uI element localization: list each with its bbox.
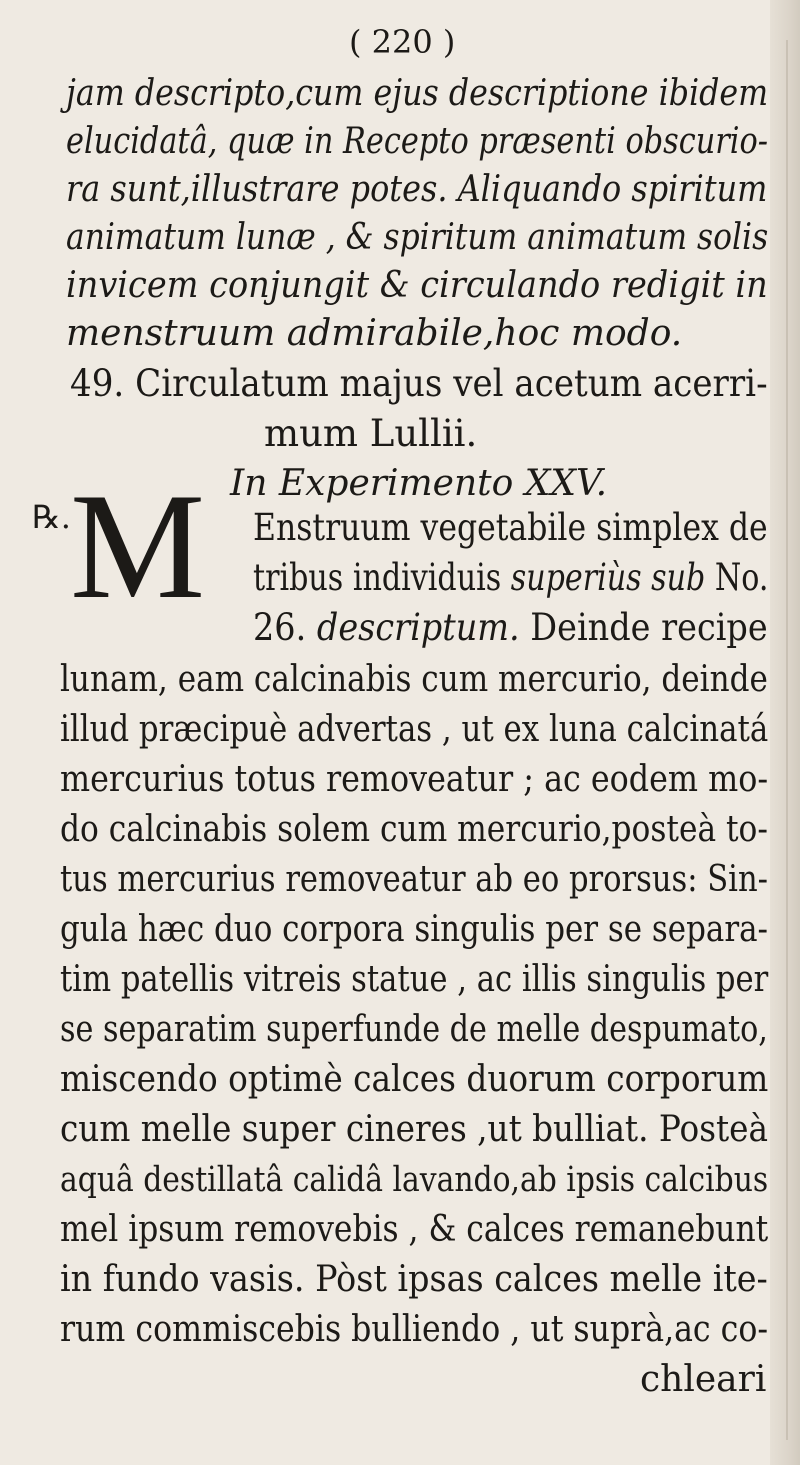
dropcap-line-3-end: Deinde recipe (519, 606, 768, 649)
italic-line-3: ra sunt,illustrare potes. Aliquando spiritum (66, 169, 768, 210)
body-line-13: in fundo vasis. Pòst ipsas calces melle ite- (60, 1259, 768, 1300)
body-line-6: gula hæc duo corpora singulis per se separa- (60, 909, 768, 950)
body-line-3: mercurius totus removeatur ; ac eodem mo- (60, 759, 769, 800)
body-line-14: rum commiscebis bulliendo , ut suprà,ac co- (60, 1309, 769, 1350)
italic-line-6: menstruum admirabile,hoc modo. (66, 313, 683, 354)
dropcap-line-2 (253, 556, 768, 600)
dropcap-line-1: Enstruum vegetabile simplex de (253, 506, 768, 549)
body-line-12: mel ipsum removebis , & calces remanebunt (60, 1209, 769, 1250)
section-heading-line-1: 49. Circulatum majus vel acetum acerri- (70, 362, 768, 405)
page-number: ( 220 ) (349, 23, 456, 61)
body-line-1: lunam, eam calcinabis cum mercurio, deinde (60, 659, 768, 700)
drop-cap-letter: M (70, 462, 206, 630)
body-line-5: tus mercurius removeatur ab eo prorsus: Sin- (60, 859, 768, 900)
body-line-10: cum melle super cineres ,ut bulliat. Posteà (60, 1109, 768, 1150)
body-line-8: se separatim superfunde de melle despumato, (60, 1009, 768, 1050)
body-line-7: tim patellis vitreis statue , ac illis singulis per (60, 959, 769, 1000)
dropcap-line-2-end: No. (705, 556, 769, 599)
body-line-9: miscendo optimè calces duorum corporum (60, 1059, 769, 1100)
dropcap-line-2-italic: superiùs sub (510, 556, 706, 599)
dropcap-line-3 (253, 606, 768, 650)
dropcap-line-3-italic: descriptum. (316, 606, 520, 649)
body-line-11: aquâ destillatâ calidâ lavando,ab ipsis calcibus (60, 1160, 769, 1200)
subheading: In Experimento XXV. (230, 463, 608, 504)
italic-line-1: jam descripto,cum ejus descriptione ibidem (66, 73, 769, 114)
dropcap-line-2-text: tribus individuis (253, 556, 511, 599)
italic-line-5: invicem conjungit & circulando redigit in (66, 265, 768, 306)
body-line-4: do calcinabis solem cum mercurio,posteà to- (60, 809, 768, 850)
italic-line-4: animatum lunæ , & spiritum animatum solis (66, 217, 769, 258)
catchword: chleari (640, 1359, 767, 1400)
body-line-2: illud præcipuè advertas , ut ex luna calcinatá (60, 709, 769, 750)
page-edge-shadow (770, 0, 800, 1465)
section-heading-line-2: mum Lullii. (264, 412, 478, 455)
dropcap-line-3-text: 26. (253, 606, 317, 649)
page-edge-line (786, 40, 788, 1440)
italic-line-2: elucidatâ, quæ in Recepto præsenti obscurio- (66, 121, 769, 162)
recipe-symbol: ℞. (32, 498, 71, 536)
